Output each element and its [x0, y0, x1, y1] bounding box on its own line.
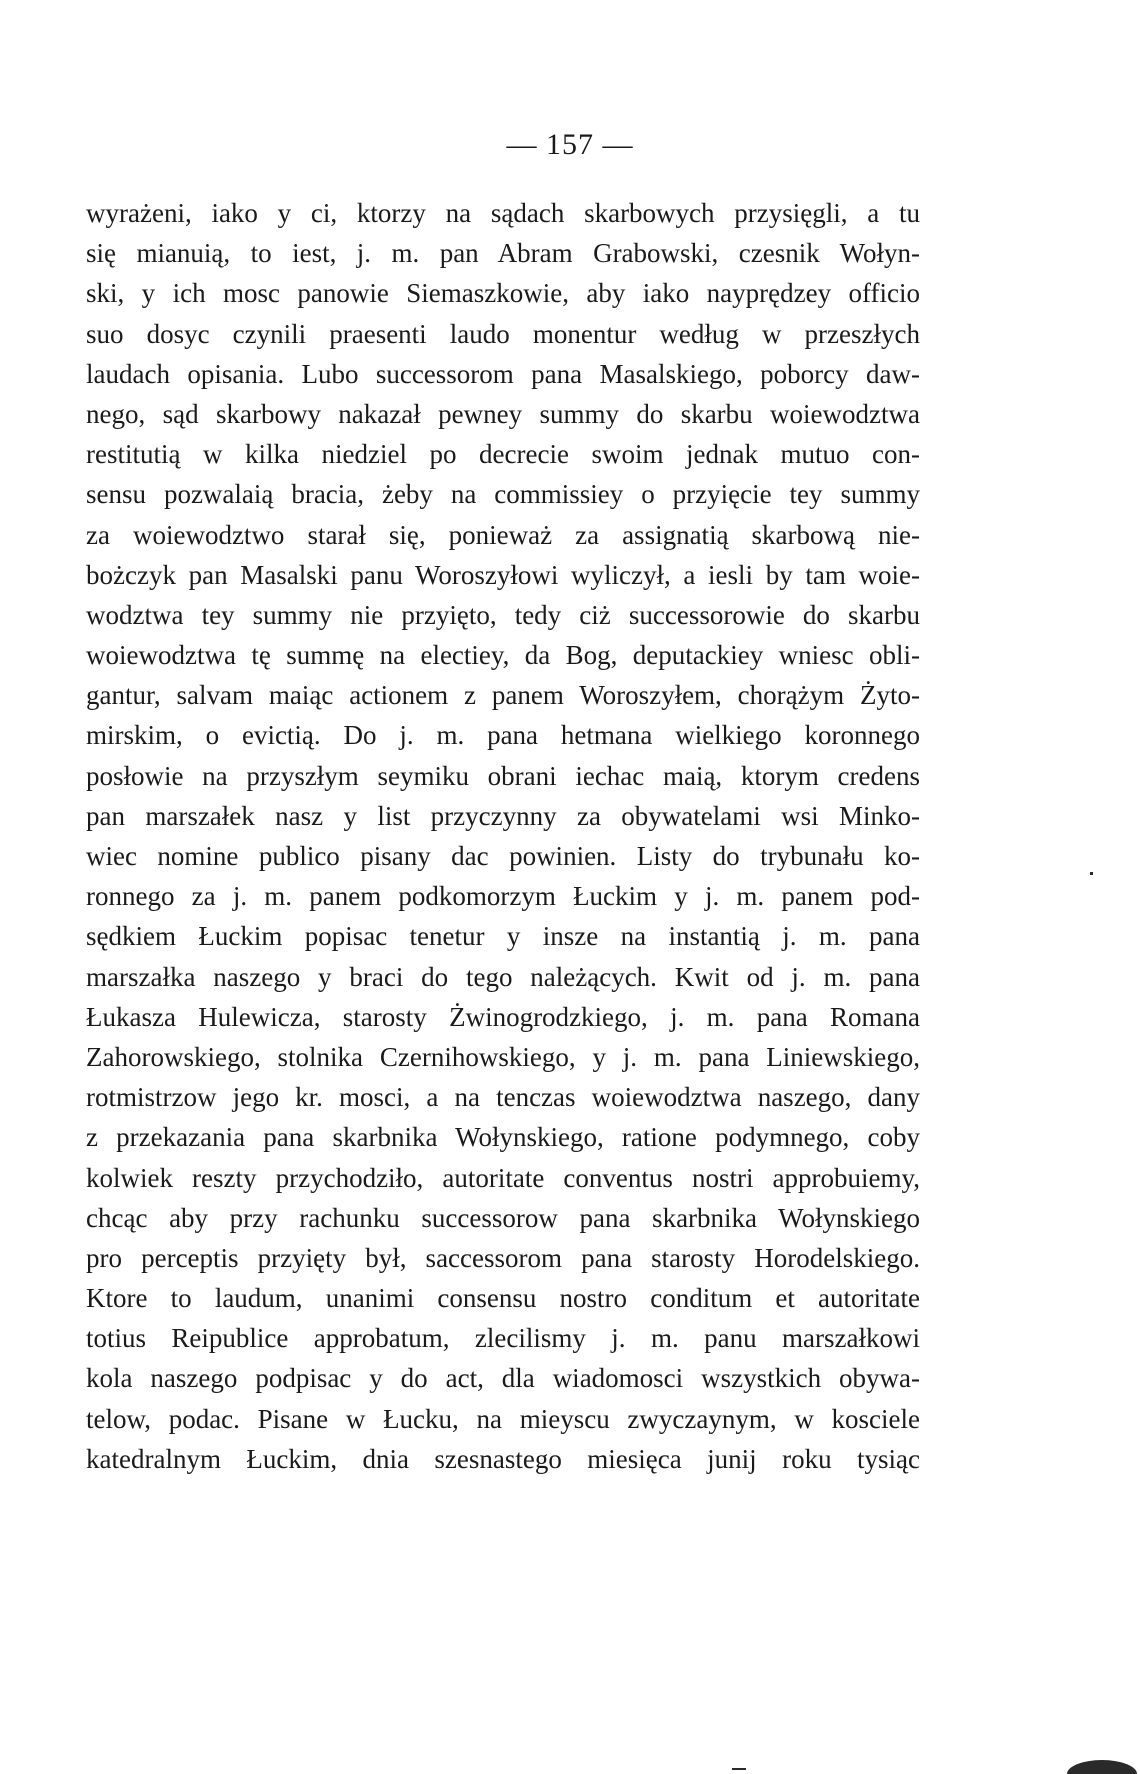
text-line: katedralnym Łuckim, dnia szesnastego miesięca junij roku tysiąc	[86, 1443, 920, 1474]
text-line: nego, sąd skarbowy nakazał pewney summy do skarbu woiewodztwa	[86, 398, 920, 429]
text-line: pro perceptis przyięty był, saccessorom pana starosty Horodelskiego.	[86, 1242, 920, 1273]
text-line: suo dosyc czynili praesenti laudo monentur według w przeszłych	[86, 318, 920, 349]
text-line: kola naszego podpisac y do act, dla wiadomosci wszystkich obywa-	[86, 1363, 920, 1394]
text-line: wyrażeni, iako y ci, ktorzy na sądach skarbowych przysięgli, a tu	[86, 198, 920, 228]
text-line: wodztwa tey summy nie przyięto, tedy ciż successorowie do skarbu	[86, 599, 920, 630]
text-line: woiewodztwa tę summę na electiey, da Bog, deputackiey wniesc obli-	[86, 640, 920, 671]
text-line: ronnego za j. m. panem podkomorzym Łuckim y j. m. panem pod-	[86, 881, 920, 912]
text-line: ski, y ich mosc panowie Siemaszkowie, aby iako nayprędzey officio	[86, 278, 920, 309]
text-line: sensu pozwalaią bracia, żeby na commissiey o przyięcie tey summy	[86, 479, 920, 510]
text-line: za woiewodztwo starał się, ponieważ za assignatią skarbową nie-	[86, 519, 920, 550]
text-line: totius Reipublice approbatum, zlecilismy j. m. panu marszałkowi	[86, 1323, 920, 1354]
text-line: pan marszałek nasz y list przyczynny za obywatelami wsi Minko-	[86, 800, 920, 831]
page-number: — 157 —	[506, 128, 634, 161]
text-line: kolwiek reszty przychodziło, autoritate conventus nostri approbuiemy,	[86, 1162, 920, 1193]
text-line: sędkiem Łuckim popisac tenetur y insze na instantią j. m. pana	[86, 921, 920, 952]
text-line: Ktore to laudum, unanimi consensu nostro conditum et autoritate	[86, 1283, 920, 1314]
text-line: rotmistrzow jego kr. mosci, a na tenczas woiewodztwa naszego, dany	[86, 1082, 920, 1113]
body-text	[86, 193, 920, 1479]
text-line: marszałka naszego y braci do tego należących. Kwit od j. m. pana	[86, 961, 920, 992]
text-line: z przekazania pana skarbnika Wołynskiego, ratione podymnego, coby	[86, 1122, 920, 1153]
text-line: się mianuią, to iest, j. m. pan Abram Grabowski, czesnik Wołyn-	[86, 238, 920, 269]
text-line: Łukasza Hulewicza, starosty Żwinogrodzkiego, j. m. pana Romana	[86, 1001, 920, 1032]
text-line: Zahorowskiego, stolnika Czernihowskiego, y j. m. pana Liniewskiego,	[86, 1041, 920, 1072]
scan-speck	[732, 1768, 746, 1770]
text-line: posłowie na przyszłym seymiku obrani iechac maią, ktorym credens	[86, 760, 920, 791]
text-line: telow, podac. Pisane w Łucku, na mieyscu zwyczaynym, w kosciele	[86, 1403, 920, 1434]
text-line: restitutią w kilka niedziel po decrecie swoim jednak mutuo con-	[86, 439, 920, 470]
scan-speck	[1067, 1760, 1137, 1774]
text-line: mirskim, o evictią. Do j. m. pana hetmana wielkiego koronnego	[86, 720, 920, 751]
text-line: wiec nomine publico pisany dac powinien. Listy do trybunału ko-	[86, 841, 920, 871]
scan-speck	[1090, 872, 1093, 875]
text-line: chcąc aby przy rachunku successorow pana skarbnika Wołynskiego	[86, 1202, 920, 1233]
text-line: laudach opisania. Lubo successorom pana Masalskiego, poborcy daw-	[86, 358, 920, 389]
text-line: gantur, salvam maiąc actionem z panem Woroszyłem, chorążym Żyto-	[86, 680, 920, 711]
text-line: bożczyk pan Masalski panu Woroszyłowi wyliczył, a iesli by tam woie-	[86, 559, 920, 590]
